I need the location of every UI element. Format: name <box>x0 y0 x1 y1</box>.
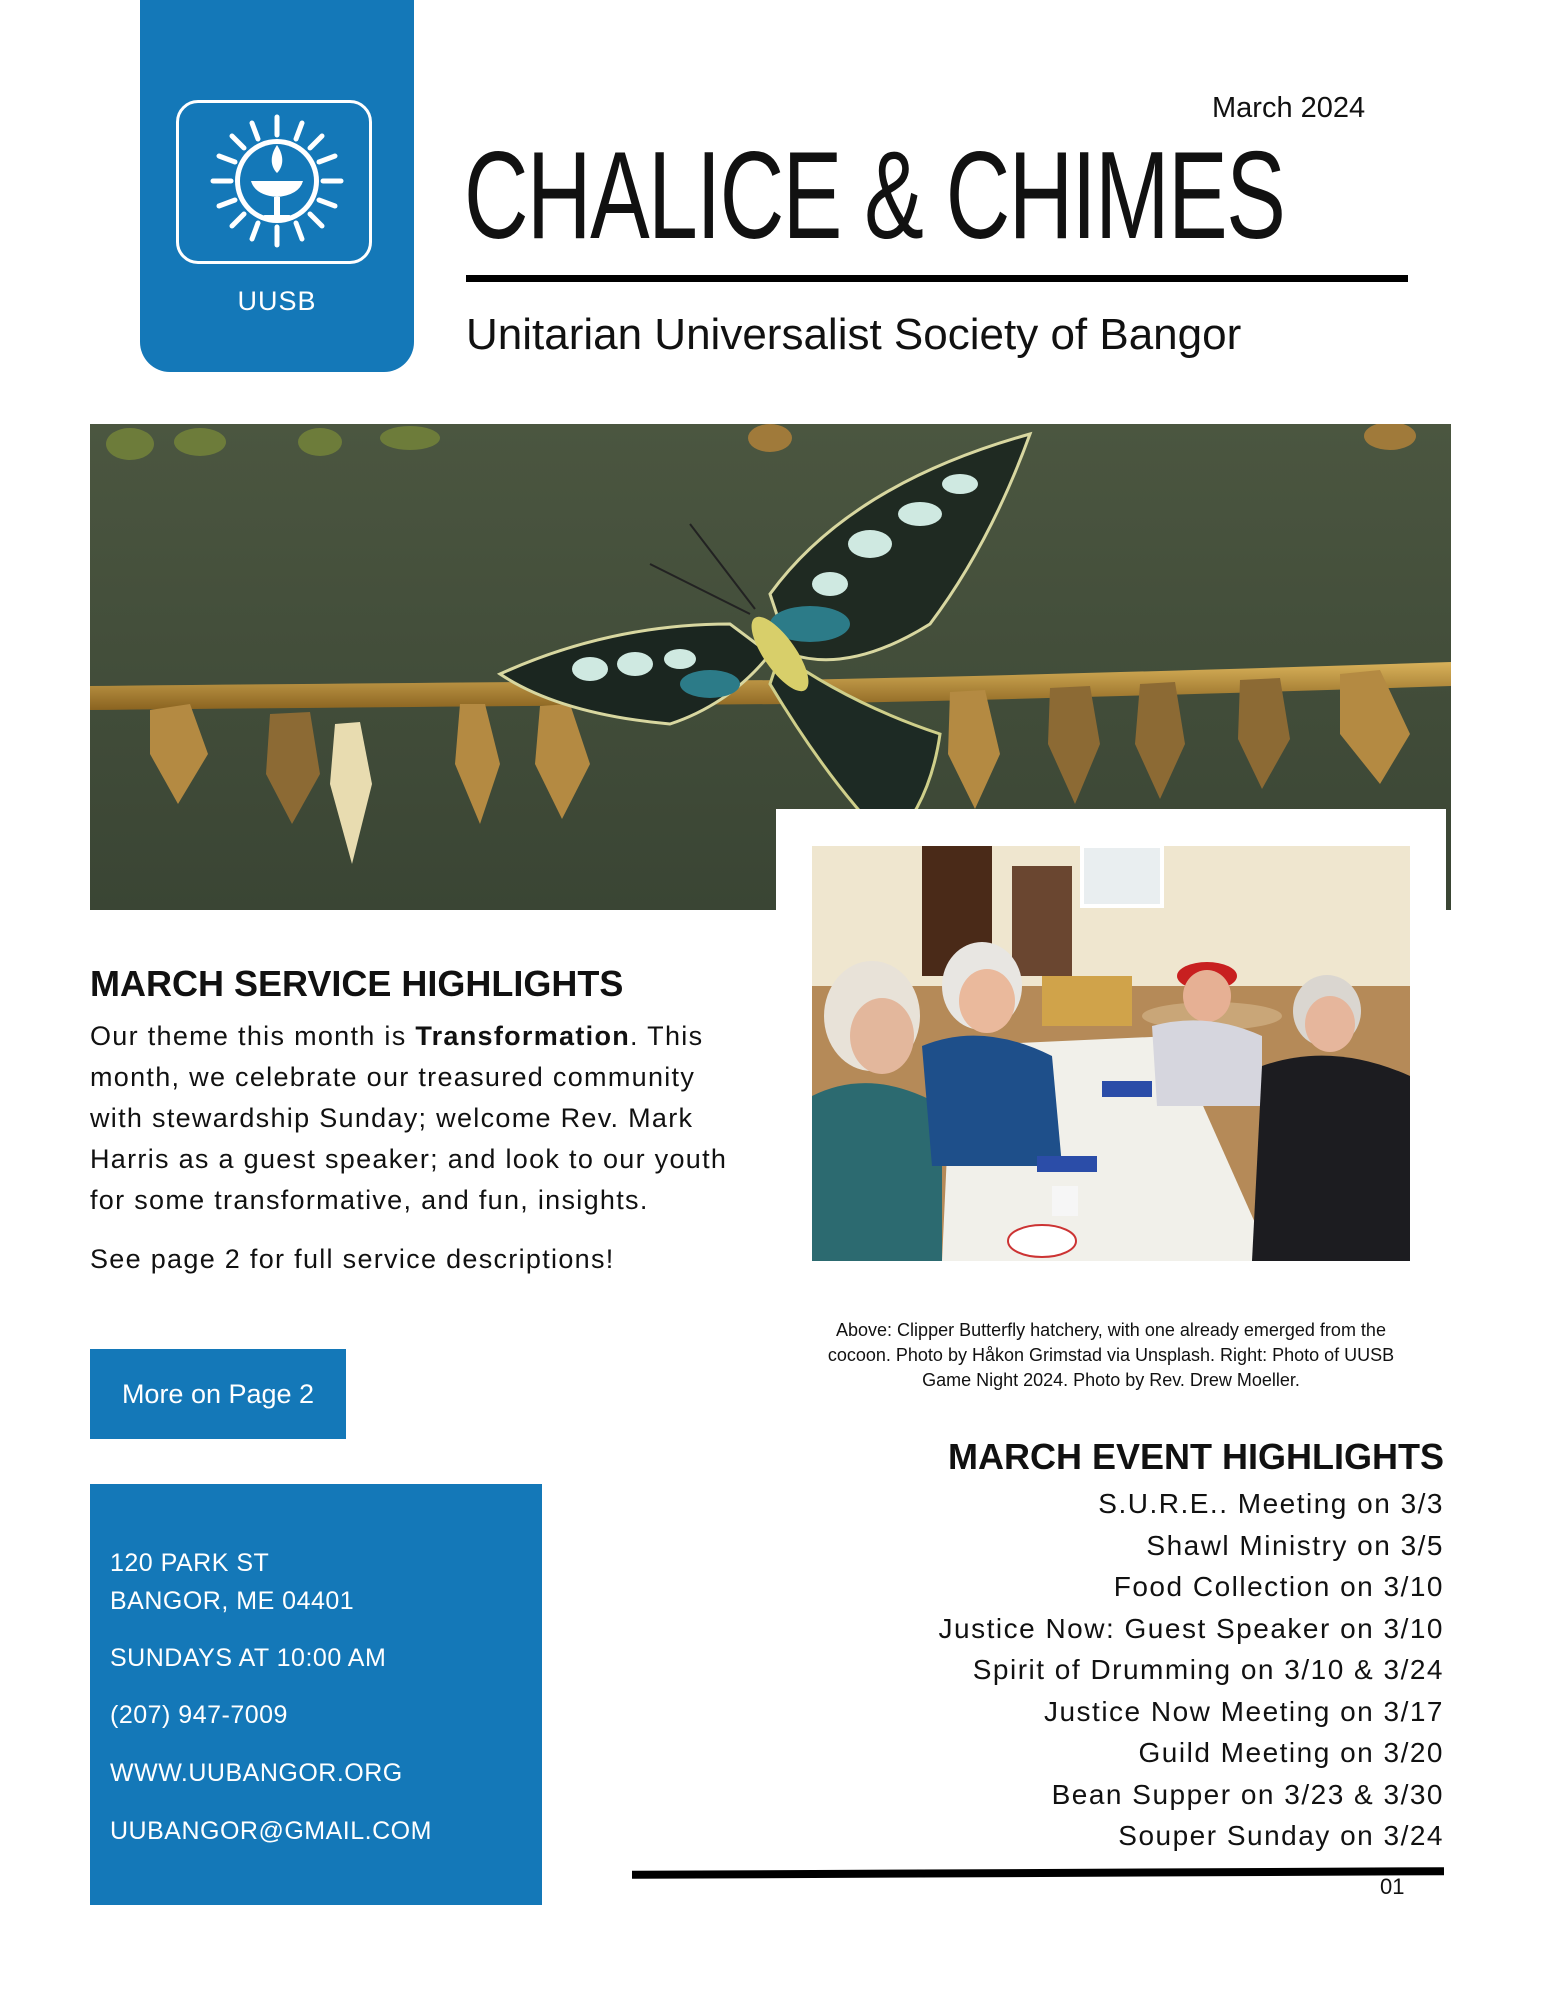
event-item: Souper Sunday on 3/24 <box>1118 1820 1444 1851</box>
event-item: Shawl Ministry on 3/5 <box>1146 1529 1444 1561</box>
organization-name: Unitarian Universalist Society of Bangor <box>466 310 1242 359</box>
chalice-icon <box>207 111 347 251</box>
event-highlights-heading: MARCH EVENT HIGHLIGHTS <box>947 1436 1444 1477</box>
chalice-logo <box>176 100 372 264</box>
event-item: Spirit of Drumming on 3/10 & 3/24 <box>972 1654 1444 1685</box>
logo-block <box>140 0 414 372</box>
title-rule <box>466 275 1408 282</box>
page-number: 01 <box>1380 1874 1405 1899</box>
footer-rule <box>632 1867 1444 1879</box>
event-item: Justice Now Meeting on 3/17 <box>1043 1695 1444 1727</box>
event-list <box>939 1483 1444 1857</box>
city-address: BANGOR, ME 04401 <box>110 1587 355 1615</box>
event-item: Guild Meeting on 3/20 <box>1138 1737 1444 1768</box>
newsletter-title: CHALICE & CHIMES <box>464 127 1285 265</box>
website-link[interactable]: WWW.UUBANGOR.ORG <box>110 1759 403 1787</box>
event-item: Bean Supper on 3/23 & 3/30 <box>1051 1778 1444 1810</box>
service-description: . This month, we celebrate our treasured community with stewardship Sunday; welcome Rev. Mark Harris as a guest speaker; and look to our youth for some transformative, and fun, insights. <box>90 1021 728 1215</box>
event-item: S.U.R.E.. Meeting on 3/3 <box>1098 1488 1444 1519</box>
email-link[interactable]: UUBANGOR@GMAIL.COM <box>110 1817 432 1845</box>
street-address: 120 PARK ST <box>110 1549 270 1577</box>
service-intro: Our theme this month is <box>90 1021 416 1051</box>
logo-label: UUSB <box>237 286 317 316</box>
issue-date: March 2024 <box>1212 92 1366 124</box>
phone-number[interactable]: (207) 947-7009 <box>110 1701 288 1729</box>
see-page-note: See page 2 for full service descriptions! <box>90 1244 615 1274</box>
service-times: SUNDAYS AT 10:00 AM <box>110 1644 387 1672</box>
event-item: Food Collection on 3/10 <box>1113 1571 1444 1602</box>
service-highlights-heading: MARCH SERVICE HIGHLIGHTS <box>90 963 624 1004</box>
photo-caption: Above: Clipper Butterfly hatchery, with one already emerged from the cocoon. Photo by Håkon Grimstad via Unsplash. Right: Photo of UUSB Game Night 2024. Photo by Rev. Drew Moeller. <box>827 1320 1395 1390</box>
game-night-photo <box>812 846 1410 1261</box>
service-highlights-text <box>90 1016 750 1280</box>
event-item: Justice Now: Guest Speaker on 3/10 <box>938 1612 1444 1644</box>
more-on-page-2-button[interactable]: More on Page 2 <box>90 1349 346 1439</box>
contact-info-box <box>90 1484 542 1905</box>
theme-word: Transformation <box>415 1021 631 1051</box>
